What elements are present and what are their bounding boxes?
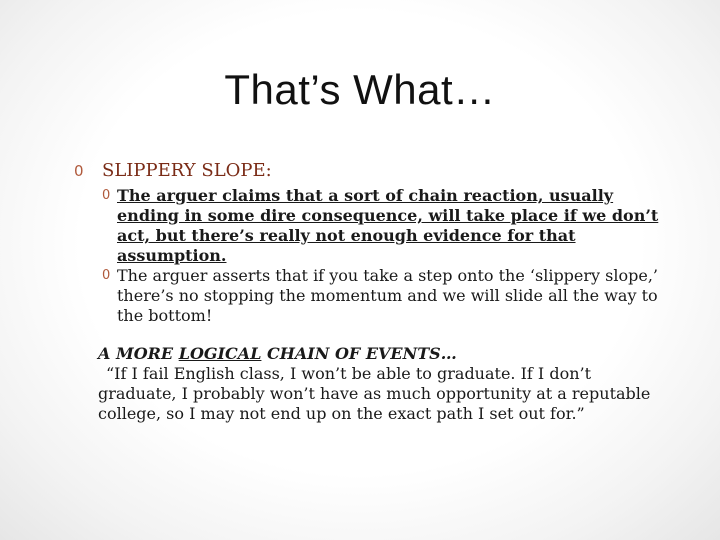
sub-bullet-marker: 0	[102, 188, 111, 203]
logical-chain-heading	[98, 344, 664, 364]
bullet-marker: 0	[74, 162, 84, 180]
sub-bullet-claim	[74, 186, 664, 266]
chain-quote: “If I fail English class, I won’t be able to graduate. If I don’t graduate, I probably won’t have as much opportunity at a reputable college, so I may not end up on the exact path I set out for.”	[98, 364, 651, 423]
bullet-heading: SLIPPERY SLOPE:	[102, 160, 272, 181]
slide-title-text: That’s What…	[224, 66, 496, 113]
chain-heading-underlined: LOGICAL	[178, 344, 262, 363]
slide-title	[0, 66, 720, 114]
sub-bullet-assert-text: The arguer asserts that if you take a step onto the ‘slippery slope,’ there’s no stopping the momentum and we will slide all the way to the bottom!	[117, 266, 659, 325]
sub-bullet-marker: 0	[102, 268, 111, 283]
chain-heading-prefix: A MORE	[98, 344, 179, 363]
logical-chain	[74, 344, 664, 424]
sub-bullet-assert	[74, 266, 664, 326]
bullet-slippery-slope	[74, 160, 664, 182]
sub-bullet-claim-text: The arguer claims that a sort of chain reaction, usually ending in some dire consequence, will take place if we don’t act, but there’s really not enough evidence for that assumption.	[117, 186, 659, 265]
slide-body	[74, 160, 664, 424]
chain-heading-suffix: CHAIN OF EVENTS…	[261, 344, 457, 363]
